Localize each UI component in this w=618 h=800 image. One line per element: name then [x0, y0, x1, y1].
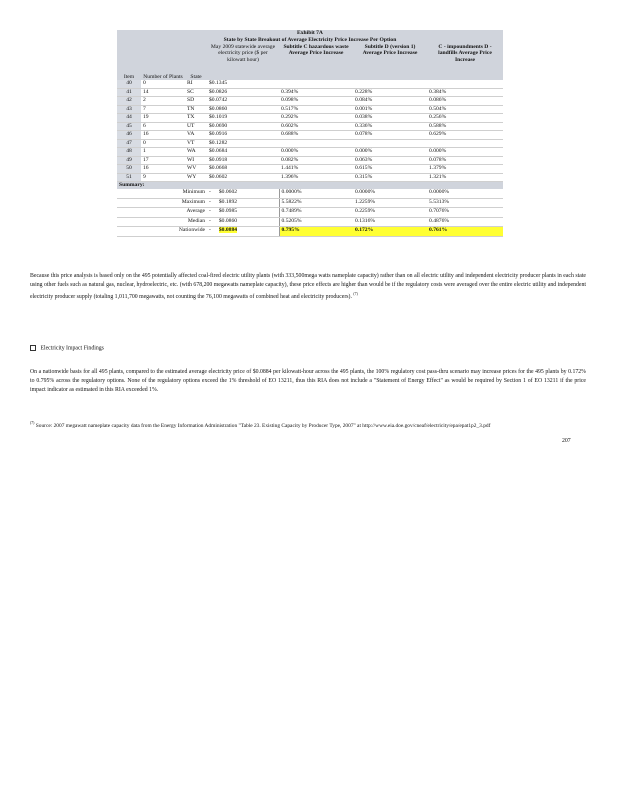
- summary-di-value: 0.761%: [427, 227, 503, 237]
- cell-price: $0.0668: [207, 165, 279, 174]
- col-header-impoundments-landfills: C - impoundments D - landfills Average Price Increase: [427, 44, 503, 80]
- cell-subtitle-d: [353, 139, 427, 148]
- cell-state: VT: [185, 139, 207, 148]
- cell-price: $0.0602: [207, 173, 279, 182]
- summary-d-value: 0.172%: [353, 227, 427, 237]
- summary-di-value: 0.0000%: [427, 189, 503, 198]
- cell-plants: 2: [141, 97, 185, 106]
- cell-impoundments-landfills: 0.086%: [427, 97, 503, 106]
- cell-subtitle-d: 0.063%: [353, 156, 427, 165]
- cell-state: WY: [185, 173, 207, 182]
- table-row: [117, 173, 503, 182]
- cell-subtitle-d: 0.228%: [353, 88, 427, 97]
- col-header-plants: Number of Plants: [141, 44, 185, 80]
- summary-price: [207, 198, 279, 208]
- exhibit-table: [117, 30, 503, 237]
- cell-item: 42: [117, 97, 141, 106]
- summary-di-value: 0.7076%: [427, 208, 503, 218]
- summary-price: [207, 208, 279, 218]
- cell-plants: 16: [141, 131, 185, 140]
- page-number: 207: [562, 438, 571, 444]
- cell-subtitle-d: 0.038%: [353, 114, 427, 123]
- exhibit-table-container: [117, 30, 503, 237]
- cell-subtitle-c: 0.098%: [279, 97, 353, 106]
- cell-item: 51: [117, 173, 141, 182]
- summary-price-value: $0.1892: [218, 198, 238, 205]
- checkbox-bullet-icon: [30, 345, 36, 351]
- cell-state: SC: [185, 88, 207, 97]
- cell-impoundments-landfills: 0.629%: [427, 131, 503, 140]
- exhibit-subtitle: State by State Breakout of Average Electricity Price Increase Per Option: [117, 37, 503, 44]
- cell-item: 48: [117, 148, 141, 157]
- summary-row: [117, 189, 503, 198]
- cell-price: $0.1345: [207, 80, 279, 88]
- cell-subtitle-d: 0.001%: [353, 105, 427, 114]
- cell-impoundments-landfills: [427, 80, 503, 88]
- cell-impoundments-landfills: 1.321%: [427, 173, 503, 182]
- cell-impoundments-landfills: 0.078%: [427, 156, 503, 165]
- cell-plants: 0: [141, 139, 185, 148]
- cell-impoundments-landfills: 0.000%: [427, 148, 503, 157]
- summary-label: Summary:: [117, 182, 503, 190]
- summary-price-value: $0.0860: [218, 217, 238, 224]
- table-row: [117, 114, 503, 123]
- cell-impoundments-landfills: 0.504%: [427, 105, 503, 114]
- cell-state: UT: [185, 122, 207, 131]
- cell-item: 47: [117, 139, 141, 148]
- summary-stat-label: Median: [117, 217, 207, 227]
- summary-dash: -: [209, 198, 211, 205]
- cell-subtitle-d: [353, 80, 427, 88]
- table-row: [117, 131, 503, 140]
- summary-row: [117, 217, 503, 227]
- cell-plants: 14: [141, 88, 185, 97]
- summary-dash: -: [209, 217, 211, 224]
- cell-plants: 7: [141, 105, 185, 114]
- cell-item: 43: [117, 105, 141, 114]
- summary-price-value: $0.0602: [218, 189, 238, 195]
- cell-plants: 1: [141, 148, 185, 157]
- cell-plants: 17: [141, 156, 185, 165]
- cell-plants: 19: [141, 114, 185, 123]
- cell-subtitle-d: 0.336%: [353, 122, 427, 131]
- section-heading-text: Electricity Impact Findings: [40, 345, 104, 352]
- section-heading: [30, 345, 104, 351]
- cell-price: $0.0916: [207, 131, 279, 140]
- cell-subtitle-c: 0.517%: [279, 105, 353, 114]
- summary-row: [117, 198, 503, 208]
- cell-state: WI: [185, 156, 207, 165]
- footnote-ref: (7): [353, 291, 358, 296]
- paragraph-findings: On a nationwide basis for all 495 plants, compared to the estimated average electricity price of $0.0884 per kilowatt-hour across the 495 plants, the 100% regulatory cost pass-thru scenario may increase prices for the 495 plants by 0.172% to 0.795% across the regulatory options. None of the regulatory options exceed the 1% threshold of EO 13211, thus this RIA does not include a "Statement of Energy Effect" as would be required by Section 1 of EO 13211 if the price impact indicator as estimated in this RIA exceeded 1%.: [30, 369, 586, 393]
- cell-price: $0.0684: [207, 148, 279, 157]
- summary-c-value: 0.5205%: [279, 217, 353, 227]
- paragraph-price-analysis: [30, 272, 586, 301]
- summary-stat-label: Average: [117, 208, 207, 218]
- cell-state: RI: [185, 80, 207, 88]
- cell-plants: 9: [141, 173, 185, 182]
- cell-subtitle-c: 0.292%: [279, 114, 353, 123]
- cell-price: $0.1019: [207, 114, 279, 123]
- cell-state: TX: [185, 114, 207, 123]
- cell-subtitle-d: 0.078%: [353, 131, 427, 140]
- summary-dash: -: [209, 208, 211, 214]
- cell-subtitle-c: 0.000%: [279, 148, 353, 157]
- cell-state: WA: [185, 148, 207, 157]
- cell-subtitle-d: 0.315%: [353, 173, 427, 182]
- summary-c-value: 5.5822%: [279, 198, 353, 208]
- cell-item: 41: [117, 88, 141, 97]
- summary-dash: -: [209, 189, 211, 195]
- summary-price: [207, 189, 279, 198]
- summary-d-value: 0.0000%: [353, 189, 427, 198]
- col-header-subtitle-c: Subtitle C hazardous waste Average Price Increase: [279, 44, 353, 80]
- summary-dash: -: [209, 227, 211, 233]
- summary-d-value: 0.2259%: [353, 208, 427, 218]
- cell-plants: 6: [141, 122, 185, 131]
- cell-item: 49: [117, 156, 141, 165]
- cell-price: $0.0860: [207, 105, 279, 114]
- cell-subtitle-c: 0.082%: [279, 156, 353, 165]
- cell-impoundments-landfills: 0.384%: [427, 88, 503, 97]
- cell-impoundments-landfills: 1.379%: [427, 165, 503, 174]
- cell-subtitle-c: 1.441%: [279, 165, 353, 174]
- summary-c-value: 0.795%: [279, 227, 353, 237]
- cell-subtitle-c: 0.688%: [279, 131, 353, 140]
- table-row: [117, 97, 503, 106]
- cell-subtitle-c: [279, 80, 353, 88]
- cell-state: VA: [185, 131, 207, 140]
- col-header-subtitle-d: Subtitle D (version 1) Average Price Increase: [353, 44, 427, 80]
- cell-impoundments-landfills: 0.256%: [427, 114, 503, 123]
- footnote-marker: (7): [30, 421, 35, 425]
- exhibit-title: Exhibit 7A: [117, 30, 503, 37]
- cell-subtitle-c: [279, 139, 353, 148]
- summary-price: [207, 217, 279, 227]
- cell-item: 50: [117, 165, 141, 174]
- col-header-item: Item: [117, 44, 141, 80]
- col-header-state: State: [185, 44, 207, 80]
- col-header-price: May 2009 statewide average electricity price ($ per kilowatt hour): [207, 44, 279, 80]
- summary-row: [117, 227, 503, 237]
- cell-item: 44: [117, 114, 141, 123]
- cell-price: $0.0690: [207, 122, 279, 131]
- summary-body: [117, 189, 503, 236]
- cell-subtitle-c: 0.394%: [279, 88, 353, 97]
- table-body: [117, 80, 503, 182]
- table-row: [117, 148, 503, 157]
- cell-subtitle-c: 1.396%: [279, 173, 353, 182]
- cell-plants: 0: [141, 80, 185, 88]
- summary-price-value: $0.0884: [218, 227, 238, 233]
- cell-plants: 16: [141, 165, 185, 174]
- summary-d-value: 1.2259%: [353, 198, 427, 208]
- summary-di-value: 0.4876%: [427, 217, 503, 227]
- table-row: [117, 88, 503, 97]
- summary-row: [117, 208, 503, 218]
- summary-price: [207, 227, 279, 237]
- cell-subtitle-d: 0.000%: [353, 148, 427, 157]
- summary-stat-label: Nationwide: [117, 227, 207, 237]
- footnote-text: Source: 2007 megawatt nameplate capacity data from the Energy Information Administration "Table 23. Existing Capacity by Producer Type, 2007" at http://www.eia.doe.gov/cneaf/electricity/epa/epat1p2_3.pdf: [35, 422, 491, 429]
- cell-subtitle-d: 0.615%: [353, 165, 427, 174]
- summary-stat-label: Maximum: [117, 198, 207, 208]
- table-row: [117, 139, 503, 148]
- footnote: [30, 419, 586, 430]
- summary-price-value: $0.0985: [218, 208, 238, 214]
- cell-item: 40: [117, 80, 141, 88]
- cell-state: WV: [185, 165, 207, 174]
- table-row: [117, 165, 503, 174]
- cell-impoundments-landfills: [427, 139, 503, 148]
- cell-state: SD: [185, 97, 207, 106]
- summary-di-value: 5.5313%: [427, 198, 503, 208]
- cell-price: $0.0826: [207, 88, 279, 97]
- summary-stat-label: Minimum: [117, 189, 207, 198]
- paragraph-price-analysis-text: Because this price analysis is based only on the 495 potentially affected coal-fired electric utility plants (with 333,500mega watts nameplate capacity) rather than on all electric utility and independent electricity producer plants in each state using other fuels such as natural gas, nuclear, hydroelectric, etc. (with 678,200 megawatts nameplate capacity), these price effects are higher than would be if the regulatory costs were averaged over the entire electric utility and independent electricity producer supply (totaling 1,011,700 megawatts, not counting the 76,100 megawatts of combined heat and electricity producers).: [30, 273, 586, 300]
- cell-subtitle-d: 0.084%: [353, 97, 427, 106]
- cell-item: 46: [117, 131, 141, 140]
- cell-state: TN: [185, 105, 207, 114]
- table-row: [117, 80, 503, 88]
- cell-item: 45: [117, 122, 141, 131]
- summary-c-value: 0.0000%: [279, 189, 353, 198]
- summary-d-value: 0.1316%: [353, 217, 427, 227]
- cell-price: $0.1282: [207, 139, 279, 148]
- cell-price: $0.0742: [207, 97, 279, 106]
- cell-price: $0.0918: [207, 156, 279, 165]
- cell-subtitle-c: 0.602%: [279, 122, 353, 131]
- table-row: [117, 156, 503, 165]
- table-row: [117, 122, 503, 131]
- table-row: [117, 105, 503, 114]
- summary-c-value: 0.7489%: [279, 208, 353, 218]
- cell-impoundments-landfills: 0.588%: [427, 122, 503, 131]
